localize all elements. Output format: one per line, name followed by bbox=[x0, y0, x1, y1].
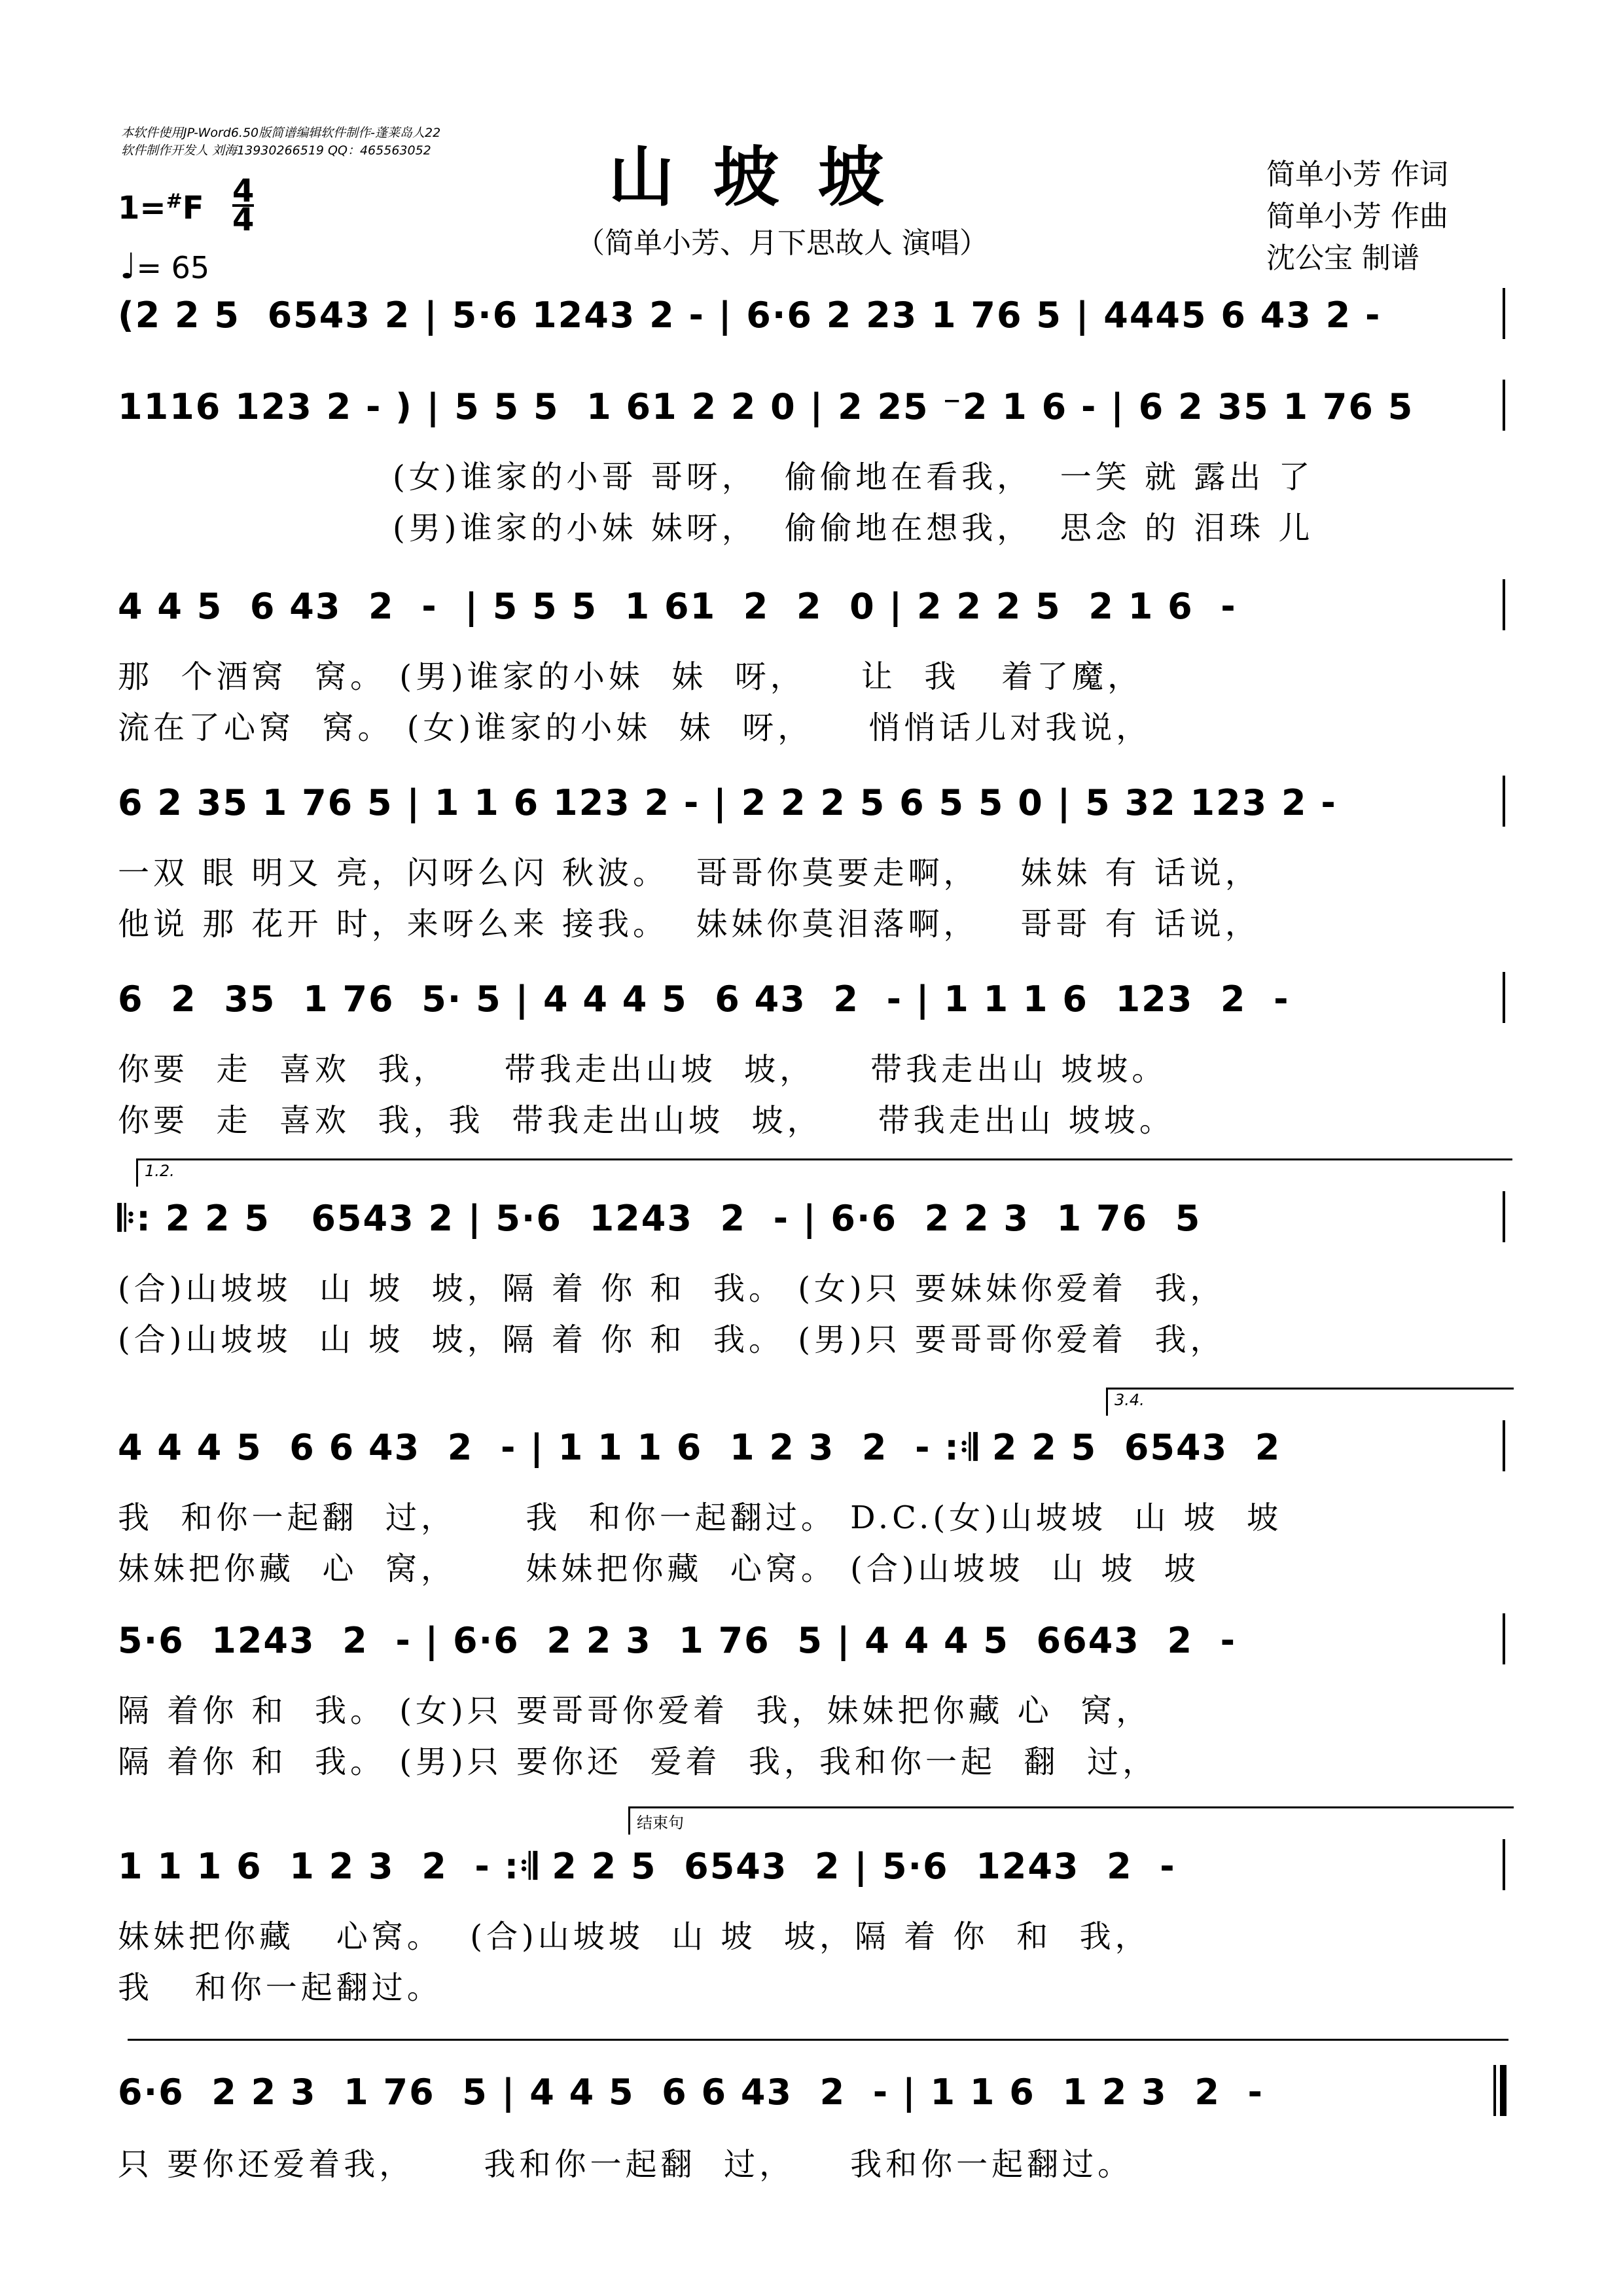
lyricist-credit: 简单小芳 作词 bbox=[1266, 158, 1448, 191]
time-signature-top: 4 bbox=[232, 173, 255, 209]
software-note bbox=[121, 124, 440, 160]
quarter-note-icon: ♩ bbox=[120, 245, 137, 287]
barline bbox=[1503, 380, 1505, 431]
lyric-line-2-1: 那 个酒窝 窝。 (男)谁家的小妹 妹 呀， 让 我 着了魔， bbox=[118, 658, 1143, 695]
lyric-line-1-2: (男)谁家的小妹 妹呀， 偷偷地在想我， 思念 的 泪珠 儿 bbox=[393, 510, 1314, 547]
lyric-line-5-1: (合)山坡坡 山 坡 坡，隔 着 你 和 我。 (女)只 要妹妹你爱着 我， bbox=[118, 1270, 1226, 1307]
volta-1-2-label: 1.2. bbox=[145, 1162, 175, 1180]
composer-credit: 简单小芳 作曲 bbox=[1266, 200, 1448, 233]
volta-bracket-1-2 bbox=[136, 1158, 1512, 1187]
staff-5 bbox=[118, 978, 1505, 1024]
volta-bracket-3-4 bbox=[1106, 1388, 1514, 1416]
lyric-line-4-2: 你要 走 喜欢 我，我 带我走出山坡 坡， 带我走出山 坡坡。 bbox=[118, 1102, 1175, 1139]
ending-label: 结束句 bbox=[637, 1814, 684, 1832]
software-note-line1: 本软件使用JP-Word6.50版简谱编辑软件制作-蓬莱岛人22 bbox=[121, 126, 441, 140]
time-signature bbox=[232, 173, 255, 238]
staff-9 bbox=[118, 1846, 1505, 1892]
barline bbox=[1503, 1613, 1505, 1664]
volta-3-4-label: 3.4. bbox=[1115, 1391, 1145, 1409]
barline bbox=[1503, 288, 1505, 339]
staff-10-notes: 6·6 2 2 3 1 76 5 | 4 4 5 6 6 43 2 - | 1 1 6 1 2 3 2 - bbox=[118, 2072, 1264, 2113]
staff-4 bbox=[118, 782, 1505, 828]
staff-3 bbox=[118, 586, 1505, 632]
software-note-line2: 软件制作开发人 刘海13930266519 QQ：465563052 bbox=[121, 143, 431, 158]
staff-2-notes: 1116 123 2 - ) | 5 5 5 1 61 2 2 0 | 2 25 ⁻2 1 6 - | 6 2 35 1 76 5 bbox=[118, 386, 1414, 427]
staff-7-notes: 4 4 4 5 6 6 43 2 - | 1 1 1 6 1 2 3 2 - :𝄇 2 2 5 6543 2 bbox=[118, 1427, 1281, 1468]
staff-5-notes: 6 2 35 1 76 5· 5 | 4 4 4 5 6 43 2 - | 1 1 1 6 123 2 - bbox=[118, 978, 1290, 1020]
lyric-line-8-2: 我 和你一起翻过。 bbox=[118, 1969, 442, 2006]
barline bbox=[1503, 972, 1505, 1023]
lyric-line-2-2: 流在了心窝 窝。 (女)谁家的小妹 妹 呀， 悄悄话儿对我说， bbox=[118, 709, 1152, 746]
lyric-line-6-2: 妹妹把你藏 心 窝， 妹妹把你藏 心窝。 (合)山坡坡 山 坡 坡 bbox=[118, 1551, 1200, 1587]
lyric-line-7-2: 隔 着你 和 我。 (男)只 要你还 爱着 我，我和你一起 翻 过， bbox=[118, 1744, 1158, 1780]
song-title: 山坡坡 bbox=[609, 138, 923, 215]
barline bbox=[1503, 776, 1505, 827]
staff-1 bbox=[118, 295, 1505, 340]
lyric-line-5-2: (合)山坡坡 山 坡 坡，隔 着 你 和 我。 (男)只 要哥哥你爱着 我， bbox=[118, 1321, 1226, 1358]
staff-3-notes: 4 4 5 6 43 2 - | 5 5 5 1 61 2 2 0 | 2 2 2 5 2 1 6 - bbox=[118, 586, 1237, 627]
staff-6 bbox=[118, 1198, 1505, 1244]
barline bbox=[1503, 1191, 1505, 1242]
barline bbox=[1503, 579, 1505, 630]
ending-bracket-line bbox=[128, 2039, 1508, 2041]
lyric-line-9-1: 只 要你还爱着我， 我和你一起翻 过， 我和你一起翻过。 bbox=[118, 2146, 1133, 2183]
lyric-line-8-1: 妹妹把你藏 心窝。 (合)山坡坡 山 坡 坡，隔 着 你 和 我， bbox=[118, 1918, 1150, 1955]
song-subtitle: （简单小芳、月下思故人 演唱） bbox=[576, 226, 988, 260]
staff-2 bbox=[118, 386, 1505, 432]
barline bbox=[1503, 1839, 1505, 1890]
final-barline-thick bbox=[1500, 2065, 1507, 2116]
key-note: F bbox=[182, 190, 204, 226]
lyric-line-3-2: 他说 那 花开 时，来呀么来 接我。 妹妹你莫泪落啊， 哥哥 有 话说， bbox=[118, 906, 1260, 942]
key-signature bbox=[118, 190, 204, 226]
final-barline-thin bbox=[1493, 2065, 1496, 2116]
staff-4-notes: 6 2 35 1 76 5 | 1 1 6 123 2 - | 2 2 2 5 6 5 5 0 | 5 32 123 2 - bbox=[118, 782, 1337, 823]
staff-10 bbox=[118, 2072, 1505, 2117]
lyric-line-1-1: (女)谁家的小哥 哥呀， 偷偷地在看我， 一笑 就 露出 了 bbox=[393, 459, 1314, 495]
lyric-line-7-1: 隔 着你 和 我。 (女)只 要哥哥你爱着 我，妹妹把你藏 心 窝， bbox=[118, 1693, 1152, 1729]
volta-bracket-ending bbox=[628, 1806, 1514, 1835]
staff-7 bbox=[118, 1427, 1505, 1473]
arranger-credit: 沈公宝 制谱 bbox=[1266, 242, 1419, 275]
barline bbox=[1503, 1420, 1505, 1471]
tempo-mark bbox=[120, 245, 209, 287]
lyric-line-4-1: 你要 走 喜欢 我， 带我走出山坡 坡， 带我走出山 坡坡。 bbox=[118, 1051, 1168, 1088]
staff-1-notes: (2 2 5 6543 2 | 5·6 1243 2 - | 6·6 2 23 1 76 5 | 4445 6 43 2 - bbox=[118, 295, 1382, 336]
lyric-line-3-1: 一双 眼 明又 亮，闪呀么闪 秋波。 哥哥你莫要走啊， 妹妹 有 话说， bbox=[118, 855, 1260, 891]
tempo-value: = 65 bbox=[136, 250, 210, 285]
time-signature-bottom: 4 bbox=[232, 202, 255, 238]
credits bbox=[1266, 154, 1448, 279]
staff-6-notes: 𝄆: 2 2 5 6543 2 | 5·6 1243 2 - | 6·6 2 2 3 1 76 5 bbox=[118, 1198, 1202, 1239]
key-prefix: 1= bbox=[118, 190, 166, 226]
staff-8-notes: 5·6 1243 2 - | 6·6 2 2 3 1 76 5 | 4 4 4 5 6643 2 - bbox=[118, 1620, 1237, 1661]
staff-8 bbox=[118, 1620, 1505, 1666]
staff-9-notes: 1 1 1 6 1 2 3 2 - :𝄇 2 2 5 6543 2 | 5·6 1243 2 - bbox=[118, 1846, 1176, 1887]
sharp-icon: # bbox=[166, 190, 183, 213]
lyric-line-6-1: 我 和你一起翻 过， 我 和你一起翻过。 D.C.(女)山坡坡 山 坡 坡 bbox=[118, 1499, 1283, 1536]
